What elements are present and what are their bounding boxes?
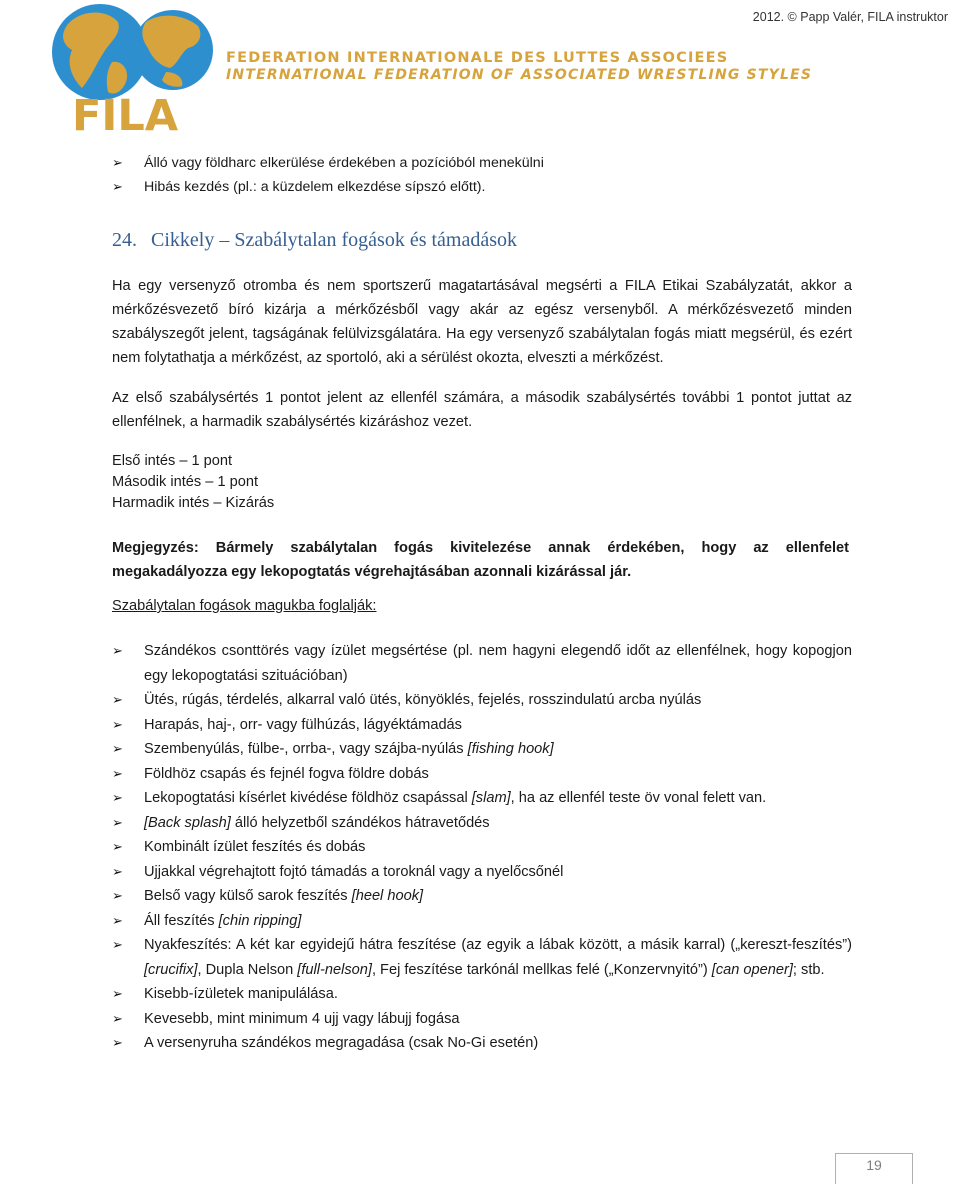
list-item (112, 811, 852, 836)
arrow-bullet-icon: ➢ (112, 790, 123, 805)
arrow-bullet-icon: ➢ (112, 912, 123, 928)
list-item (112, 762, 852, 787)
warning-line: Harmadik intés – Kizárás (112, 495, 275, 511)
list-item (112, 175, 892, 199)
list-item-text: [Back splash] álló helyzetből szándékos hátravetődés (144, 814, 490, 831)
list-item (112, 1031, 852, 1056)
list-item (112, 713, 852, 738)
list-item-text: Kombinált ízület feszítés és dobás (144, 839, 366, 855)
section-heading (112, 229, 517, 252)
list-item (112, 786, 852, 811)
logo-wordmark: FILA (72, 91, 179, 134)
fila-logo (48, 2, 214, 134)
list-item (112, 909, 852, 934)
arrow-bullet-icon: ➢ (112, 1010, 123, 1026)
list-item (112, 933, 852, 982)
fouls-bullet-list (112, 639, 852, 1056)
header-copyright: 2012. © Papp Valér, FILA instruktor (752, 10, 948, 24)
arrow-bullet-icon: ➢ (112, 716, 123, 732)
arrow-bullet-icon: ➢ (112, 937, 123, 952)
list-item-text: Harapás, haj-, orr- vagy fülhúzás, lágyéktámadás (144, 716, 462, 733)
list-item-text: Szándékos csonttörés vagy ízület megsértése (pl. nem hagyni elegendő időt az ellenfélnek, hogy kopogjon egy lekopogtatási szituációban) (144, 643, 852, 684)
top-bullet-list (112, 151, 892, 199)
globe-icon (52, 4, 213, 100)
arrow-bullet-icon: ➢ (112, 741, 123, 756)
list-item-text: Ütés, rúgás, térdelés, alkarral való ütés, könyöklés, fejelés, rosszindulatú arcba nyúlás (144, 692, 702, 708)
list-item-text: Szembenyúlás, fülbe-, orrba-, vagy szájba-nyúlás [fishing hook] (144, 741, 554, 757)
list-item (112, 639, 852, 688)
arrow-bullet-icon: ➢ (112, 692, 123, 707)
org-name-en: INTERNATIONAL FEDERATION OF ASSOCIATED WRESTLING STYLES (226, 67, 813, 83)
list-item (112, 151, 892, 175)
arrow-bullet-icon: ➢ (112, 179, 123, 194)
list-item-text: A versenyruha szándékos megragadása (csak No-Gi esetén) (144, 1035, 539, 1051)
warning-line: Első intés – 1 pont (112, 453, 233, 469)
list-item (112, 860, 852, 885)
arrow-bullet-icon: ➢ (112, 765, 123, 781)
arrow-bullet-icon: ➢ (112, 986, 123, 1001)
warnings-list (112, 451, 274, 514)
section-number: 24. (112, 229, 137, 251)
list-item-text: Lekopogtatási kísérlet kivédése földhöz csapással [slam], ha az ellenfél teste öv vonal felett van. (144, 790, 767, 806)
arrow-bullet-icon: ➢ (112, 1035, 123, 1050)
list-item (112, 884, 852, 909)
page-number-box (835, 1153, 913, 1184)
list-item (112, 982, 852, 1007)
warning-line: Második intés – 1 pont (112, 474, 259, 490)
section-title: Cikkely – Szabálytalan fogások és támadások (151, 229, 518, 251)
paragraph-penalties: Az első szabálysértés 1 pontot jelent az ellenfél számára, a második szabálysértés további 1 pontot juttat az ellenfélnek, a harmadik szabálysértés kizáráshoz vezet. (112, 390, 852, 430)
arrow-bullet-icon: ➢ (112, 839, 123, 854)
list-item-text: Nyakfeszítés: A két kar egyidejű hátra feszítése (az egyik a lábak között, a másik karral) („kereszt-feszítés”) [crucifix], Dupla Nelson [full-nelson], Fej feszítése tarkónál mellkas felé („Konzervnyitó”) [can opener]; stb. (144, 937, 852, 978)
list-item-text: Hibás kezdés (pl.: a küzdelem elkezdése sípszó előtt). (144, 179, 486, 195)
org-name-fr: FEDERATION INTERNATIONALE DES LUTTES ASSOCIEES (226, 50, 729, 66)
arrow-bullet-icon: ➢ (112, 643, 123, 658)
list-item-text: Álló vagy földharc elkerülése érdekében a pozícióból menekülni (144, 155, 544, 171)
paragraph-intro: Ha egy versenyző otromba és nem sportszerű magatartásával megsérti a FILA Etikai Szabályzatát, akkor a mérkőzésvezető bíró kizárja a mérkőzésből vagy akár az egész versenyből. A mérkőzésvezető minden szabályszegőt jelent, tagságának felülvizsgálatára. Ha egy versenyző szabálytalan fogás miatt megsérül, és ezért nem folytathatja a mérkőzést, az sportoló, aki a sérülést okozta, elveszti a mérkőzést. (112, 278, 852, 366)
list-item (112, 835, 852, 860)
list-item-text: Kisebb-ízületek manipulálása. (144, 986, 338, 1002)
arrow-bullet-icon: ➢ (112, 814, 123, 830)
list-item-text: Ujjakkal végrehajtott fojtó támadás a toroknál vagy a nyelőcsőnél (144, 863, 564, 880)
arrow-bullet-icon: ➢ (112, 155, 123, 170)
list-item-text: Földhöz csapás és fejnél fogva földre dobás (144, 765, 429, 782)
arrow-bullet-icon: ➢ (112, 863, 123, 879)
list-item (112, 737, 852, 762)
fouls-subheading: Szabálytalan fogások magukba foglalják: (112, 598, 377, 614)
arrow-bullet-icon: ➢ (112, 888, 123, 903)
list-item (112, 1007, 852, 1032)
list-item-text: Belső vagy külső sarok feszítés [heel hook] (144, 888, 424, 904)
list-item-text: Kevesebb, mint minimum 4 ujj vagy lábujj fogása (144, 1010, 460, 1027)
page-number: 19 (866, 1157, 882, 1173)
list-item-text: Áll feszítés [chin ripping] (144, 912, 302, 929)
note-paragraph: Megjegyzés: Bármely szabálytalan fogás kivitelezése annak érdekében, hogy az ellenfelet megakadályozza egy lekopogtatás végrehajtásában azonnali kizárással jár. (112, 540, 849, 580)
list-item (112, 688, 852, 713)
